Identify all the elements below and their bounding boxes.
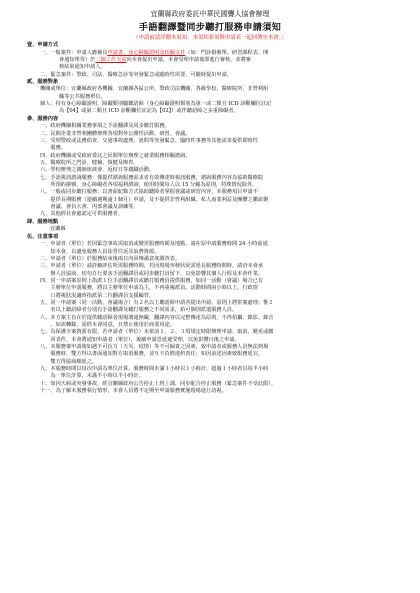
list-item: 十一、為了解本服務執行情形，本會人員將不定期至申請服務實施現場進行訪視。 <box>40 388 227 395</box>
s2-item-2-line-1: 個人：持有身心障礙證明、障礙類別屬聽語障（身心障礙證明類別為第一或二類且 ICD 診斷欄位註記 <box>40 101 272 108</box>
section-5-title: 伍、注意事項 <box>27 233 59 240</box>
list-item: 二、民間企業非營利團體辦理各項對外公開性活動、研習、會議。 <box>40 130 191 137</box>
organizer-line: 宜蘭縣政府委託中華民國聾人協會辦理 <box>150 10 270 18</box>
list-item: 八、本服務案申請後如遇不可抗力（天災、疫情）等不可歸責之因素，致申請者或服務人員無法到場 <box>40 344 269 351</box>
deadline-highlight: 三個工作天前 <box>95 56 127 63</box>
list-item: 口將視狀況適時指派第二位翻譯員支援輪替。 <box>40 292 155 299</box>
list-item: 三、受理警政或法務偵查、交通事故處理、訊問等突發緊急、臨時性事務等其他需求提供即時性 <box>40 138 258 145</box>
required-docs-highlight: 申請書、身心障礙證明及相關文件 <box>107 49 186 56</box>
list-item: 所預約掛號、身心障礙者各項福利諮詢，使用時間每人以 15 分鐘為原則，特殊情況除外。 <box>40 182 258 189</box>
list-item: 四、同一申請案原則上指派１位手語翻譯員或聽打服務員提供服務，如同一活動（會議）場合已有 <box>40 277 264 284</box>
list-item: 一、政府機關相關業務事項之手語翻譯及同步聽打服務。 <box>40 123 170 130</box>
s2-item-1-line-2: 織等公共服務單位。 <box>59 93 106 100</box>
notes-list <box>27 241 393 395</box>
list-item: 提供長期服務（連續週期逾１個月）申請，及不提供非營利組織、私人商業利益及團體之聯誼聚 <box>40 196 269 203</box>
s1-item-1-line-3: 核結果通知申請人。 <box>59 64 106 71</box>
list-item: 名以上聽語障者分別有手語翻譯及聽打服務之不同需求，始可個別派遣服務人員。 <box>40 307 238 314</box>
list-item: 服務時，雙方得以書面通知對方取消服務，並互不負擔違約責任；如因前述因素致服務延宕， <box>40 351 264 358</box>
document-title: 手語翻譯暨同步聽打服務申請須知 <box>138 22 282 33</box>
list-item: 二、申請者（單位）於服務結束後兩日內回傳滿意度調查表。 <box>40 255 181 262</box>
list-item: 知本會，以避免服務人員徒勞往返及浪費資源。 <box>40 248 160 255</box>
section-4-title: 肆、服務地點 <box>27 219 59 225</box>
list-item: 九、本服務時間以每次申請為單位計算，服務時間未滿１小時以１小時計，超過１小時者以每半小時 <box>40 366 269 373</box>
list-item: 十、如因天候或突發事故，經宜蘭縣政府公告停止上班上課，同步配合停止服務（緊急案件不受此限）。 <box>40 380 277 387</box>
section-2-title: 貳、服務對象 <box>27 79 59 86</box>
s2-item-1-line-1: 機關或單位：宜蘭縣政府各機關、宜蘭縣各區公所、警政司法機關、各級學校、醫療院所、非營利組 <box>40 86 269 93</box>
list-item: 服務。 <box>40 145 66 152</box>
list-item: 辦人員協商，切勿自行要求手語翻譯員或同步聽打員留下，以免影響其個人行程及本會作業。 <box>40 270 264 277</box>
service-location: 宜蘭縣 <box>50 226 66 233</box>
list-item: 七、手語視訊諮詢服務：僅提供諮詢服務需求者有效傳達時視訊服務，諮詢服務內容為協助醫療院 <box>40 174 264 181</box>
list-item: 五、同一申請案（同一活動、會議場合）有２名以上聽語障申請者提出申請，原則上將併案處理；惟２ <box>40 299 274 306</box>
list-item: 六、學校辦理之親師座談會、返校日等親職活動。 <box>40 167 155 174</box>
s1-item-1-line-1: 一、一般案件：申請人應檢具申請書、身心障礙證明及相關文件（如：門診掛號單、研習課程表、開 <box>40 49 269 56</box>
list-item: 雙方得協商順延之。 <box>40 358 98 365</box>
document-body <box>27 42 393 395</box>
list-item: 九、其他經社會處認定可供服務者。 <box>40 211 124 218</box>
list-item: 為一單位計算，未滿半小時以半小時計。 <box>40 373 144 380</box>
list-item: 四、政府機關或受政府委託之民間單位辦理之就業服務相關諮詢。 <box>40 152 191 159</box>
list-item: 主辦單位申請服務，將以主辦單位申請為主，不再重複派員。活動時間兩小時以上，行政窗 <box>40 285 258 292</box>
list-item: 七、為保護全案資源有限，若申請者（單位）未依前１、２、３項規定時限辦理申請、取消、變更或繳 <box>40 329 274 336</box>
section-1-title: 壹、申請方式 <box>27 42 59 49</box>
list-item: 三、申請者（單位）請詳細評估所需服務時間，若因現場突發狀況需延長服務時間時，請洽本會承 <box>40 263 264 270</box>
s2-item-2-line-2: 為【04】或第二類且 ICD 診斷欄位註記為【02】）或伴聽語障之多重障礙者。 <box>59 108 239 115</box>
list-item: 六、本方案主旨在於提供聽語障者現場溝通無礙，翻譯內容以完整傳達為原則，不得拍攝、錄影、錄音 <box>40 314 274 321</box>
list-item: 八、一般或同步聽打服務：以書面紀錄方式協助聽障者掌握會議或研習內容，本服務項目申請不 <box>40 189 258 196</box>
list-item: 回表件，本會將通知申請者（單位），後續申請恐延遲受理，以免影響日後之申請。 <box>40 336 240 343</box>
list-item: 會議、會員大會、內部會議及訓練等。 <box>40 204 139 211</box>
list-item: 一、申請者（單位）若因緊急事故需取消或變更服務時間及地點，請在原申請服務時間 24 小時前通 <box>40 241 268 248</box>
list-item: ，如需轉錄，需經本會同意，且禁止使用於商業用途。 <box>40 322 175 328</box>
s1-item-1-line-2: 會通知單等）於三個工作天前向本會提出申請，本會受理申請後即進行審核，並將審 <box>59 56 251 63</box>
section-3-title: 參、服務內容 <box>27 116 59 122</box>
s1-item-2: 二、緊急案件：警政、司法、醫療急診等突發緊急或臨時性需要，可隨時提出申請。 <box>40 71 232 78</box>
red-notice: （申請前請詳閱本須知，本須知並須與申請表一起回傳至本會。） <box>133 35 287 41</box>
service-content-list <box>27 123 393 218</box>
list-item: 五、醫療院所之門診、健檢、復健及療育。 <box>40 160 139 167</box>
